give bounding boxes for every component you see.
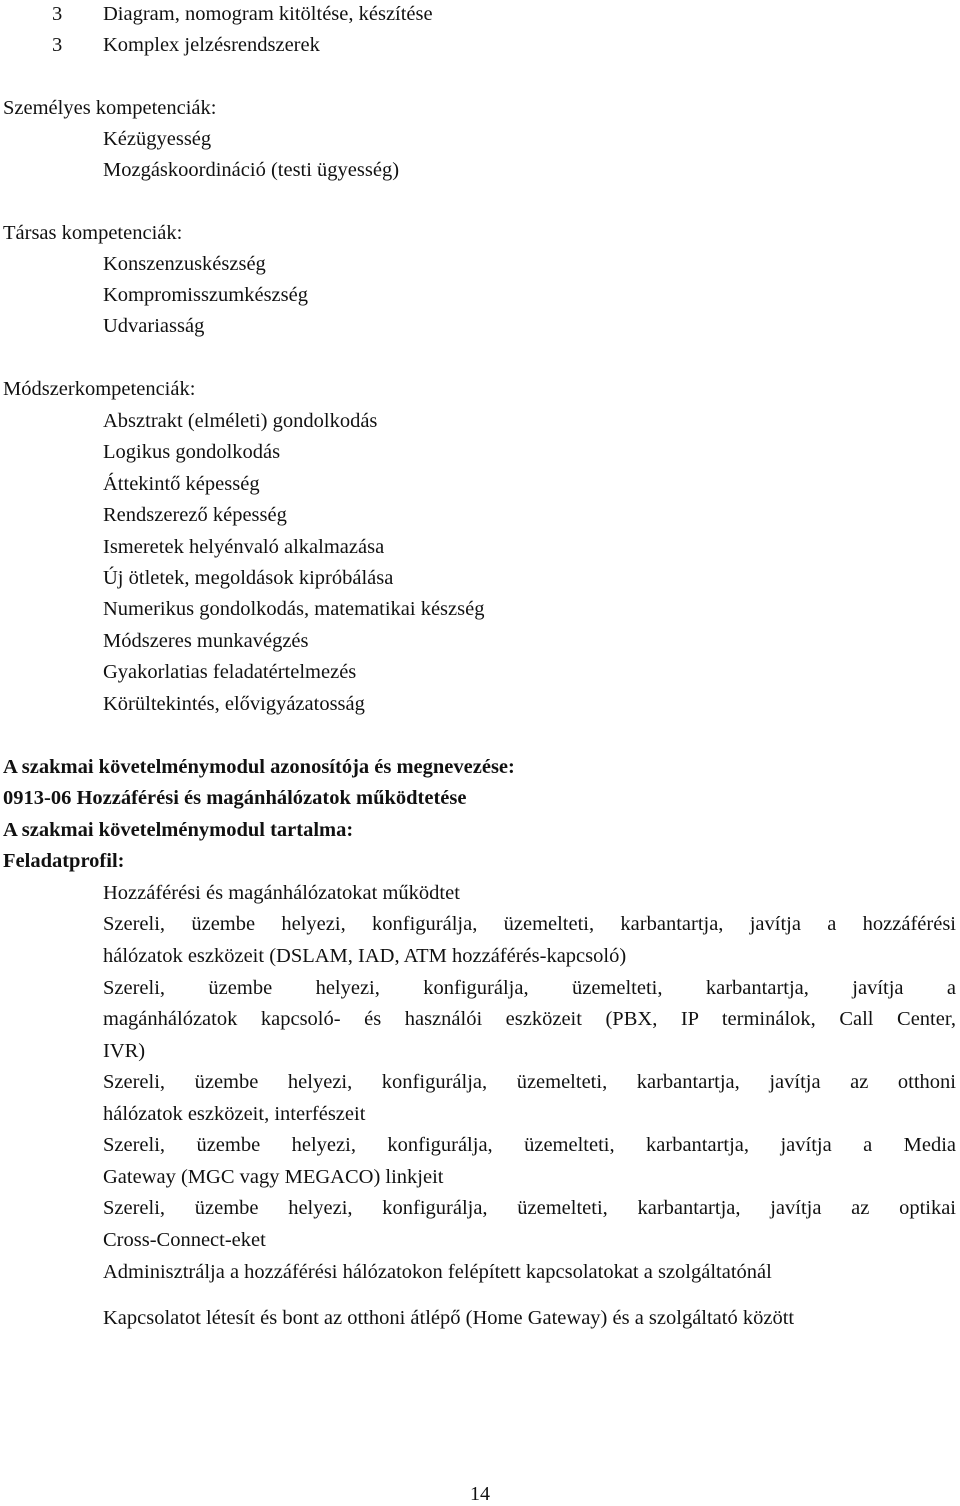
- task-item-cont: hálózatok eszközeit, interfészeit: [103, 1103, 366, 1125]
- task-item-cont: hálózatok eszközeit (DSLAM, IAD, ATM hozzáférés-kapcsoló): [103, 945, 627, 967]
- task-item-cont: IVR): [103, 1040, 146, 1062]
- page-number: 14: [470, 1483, 490, 1505]
- list-item: Logikus gondolkodás: [103, 441, 281, 463]
- list-item: Kézügyesség: [103, 128, 212, 150]
- task-item: Szereli, üzembe helyezi, konfigurálja, üzemelteti, karbantartja, javítja az otthoni: [103, 1071, 956, 1093]
- list-item: Gyakorlatias feladatértelmezés: [103, 661, 357, 683]
- list-item: Mozgáskoordináció (testi ügyesség): [103, 159, 400, 181]
- list-item: Körültekintés, elővigyázatosság: [103, 693, 365, 715]
- method-heading: Módszerkompetenciák:: [3, 378, 196, 400]
- profile-heading: Feladatprofil:: [3, 850, 125, 872]
- item-level: 3: [52, 3, 63, 25]
- module-id-line: 0913-06 Hozzáférési és magánhálózatok működtetése: [3, 787, 467, 809]
- personal-heading: Személyes kompetenciák:: [3, 97, 217, 119]
- task-item: Szereli, üzembe helyezi, konfigurálja, üzemelteti, karbantartja, javítja a: [103, 977, 956, 999]
- task-item-cont: Gateway (MGC vagy MEGACO) linkjeit: [103, 1166, 444, 1188]
- list-item: Ismeretek helyénvaló alkalmazása: [103, 536, 385, 558]
- list-item: Numerikus gondolkodás, matematikai készség: [103, 598, 485, 620]
- task-item-cont: Cross-Connect-eket: [103, 1229, 266, 1251]
- module-content-heading: A szakmai követelménymodul tartalma:: [3, 819, 354, 841]
- list-item: Áttekintő képesség: [103, 473, 260, 495]
- task-item: Kapcsolatot létesít és bont az otthoni átlépő (Home Gateway) és a szolgáltató között: [103, 1307, 795, 1329]
- list-item: Rendszerező képesség: [103, 504, 287, 526]
- list-item: Új ötletek, megoldások kipróbálása: [103, 567, 394, 589]
- task-item: Adminisztrálja a hozzáférési hálózatokon felépített kapcsolatokat a szolgáltatónál: [103, 1261, 772, 1283]
- task-item: Hozzáférési és magánhálózatokat működtet: [103, 882, 460, 904]
- task-item: Szereli, üzembe helyezi, konfigurálja, üzemelteti, karbantartja, javítja a hozzáférési: [103, 913, 956, 935]
- module-id-heading: A szakmai követelménymodul azonosítója és megnevezése:: [3, 756, 515, 778]
- list-item: Kompromisszumkészség: [103, 284, 308, 306]
- task-item: Szereli, üzembe helyezi, konfigurálja, üzemelteti, karbantartja, javítja a Media: [103, 1134, 956, 1156]
- item-level: 3: [52, 34, 63, 56]
- item-text: Komplex jelzésrendszerek: [103, 34, 320, 56]
- list-item: Absztrakt (elméleti) gondolkodás: [103, 410, 378, 432]
- list-item: Módszeres munkavégzés: [103, 630, 309, 652]
- task-item-cont: magánhálózatok kapcsoló- és használói eszközeit (PBX, IP terminálok, Call Center,: [103, 1008, 956, 1030]
- item-text: Diagram, nomogram kitöltése, készítése: [103, 3, 433, 25]
- social-heading: Társas kompetenciák:: [3, 222, 183, 244]
- list-item: Udvariasság: [103, 315, 205, 337]
- list-item: Konszenzuskészség: [103, 253, 266, 275]
- task-item: Szereli, üzembe helyezi, konfigurálja, üzemelteti, karbantartja, javítja az optikai: [103, 1197, 956, 1219]
